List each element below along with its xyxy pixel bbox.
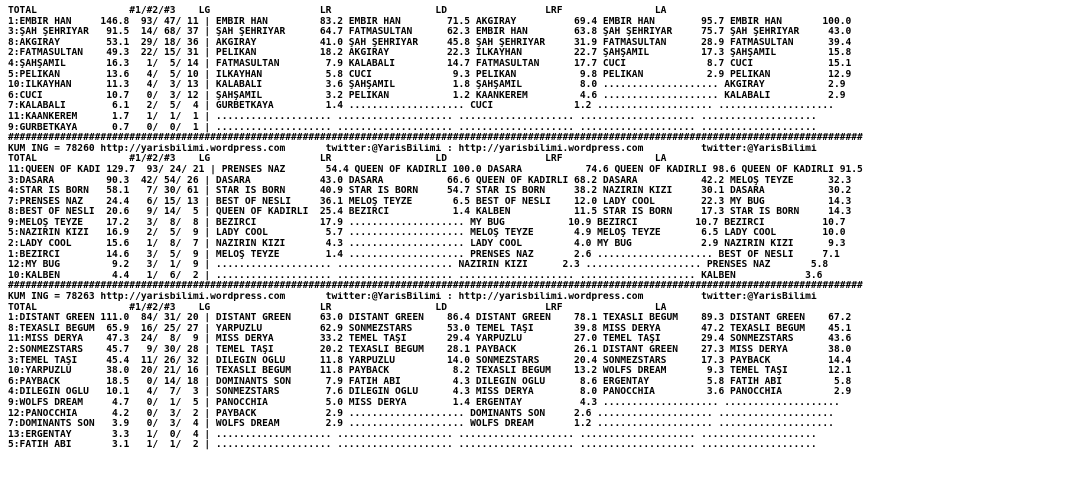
report-row: 8:BEST OF NESLİ 20.6 9/ 14/ 5 | QUEEN OF KADİRLİ 25.4 BEZİRCİ 1.4 KALBEN 11.5 STAR IS BORN 17.3 STAR IS BORN 14.3 — [8, 207, 852, 218]
report-row: 9:MELOŞ TEYZE 17.2 3/ 8/ 8 | BEZİRCİ 17.9 .................... MY BUG 10.9 BEZİRCİ 10.7 BEZİRCİ 10.7 — [8, 217, 846, 228]
separator-line: #################################################################################################################################################### — [8, 281, 863, 292]
report-row: 5:PELİKAN 13.6 4/ 5/ 10 | İLKAYHAN 5.8 CUCİ 9.3 PELİKAN 9.8 PELİKAN 2.9 PELİKAN 12.9 — [8, 69, 852, 80]
report-row: 1:EMBİR HAN 146.8 93/ 47/ 11 | EMBİR HAN 83.2 EMBİR HAN 71.5 AKGİRAY 69.4 EMBİR HAN 95.7 EMBİR HAN 100.0 — [8, 16, 852, 27]
report-row: 8:AKGİRAY 53.1 29/ 18/ 36 | AKGİRAY 41.0 ŞAH ŞEHRİYAR 45.8 ŞAH ŞEHRİYAR 31.9 FATMASULTAN 28.9 FATMASULTAN 39.4 — [8, 37, 852, 48]
report-row: 8:TEXASLI BEGÜM 65.9 16/ 25/ 27 | YARPUZLU 62.9 SÖNMEZSTARS 53.0 TEMEL TAŞI 39.8 MISS DERYA 47.2 TEXASLI BEGÜM 45.1 — [8, 323, 852, 334]
report-row: 1:DISTANT GREEN 111.0 84/ 31/ 20 | DISTANT GREEN 63.0 DISTANT GREEN 86.4 DISTANT GREEN 78.1 TEXASLI BEGÜM 89.3 DISTANT GREEN 67.2 — [8, 313, 852, 324]
report-row: 7:KALABALI 6.1 2/ 5/ 4 | GURBETKAYA 1.4 .................... CUCİ 1.2 .................... .................... — [8, 101, 834, 112]
report-row: 6:PAYBACK 18.5 0/ 14/ 18 | DOMINANTS SON 7.9 FATİH ABİ 4.3 DİLEĞİN OĞLU 8.6 ERGENTAY 5.8 FATİH ABİ 5.8 — [8, 376, 852, 387]
column-header-row: TOTAL #1/#2/#3 LG LR LD LRF LA — [8, 302, 667, 313]
report-row: 11:QUEEN OF KADİ 129.7 93/ 24/ 21 | PRENSES NAZ 54.4 QUEEN OF KADİRLİ 100.0 DASARA 74.6 QUEEN OF KADİRLİ 98.6 QUEEN OF KADİRLİ 91.5 — [8, 164, 863, 175]
report-row: 3:TEMEL TAŞI 45.4 11/ 26/ 32 | DİLEĞİN OĞLU 11.8 YARPUZLU 14.0 SÖNMEZSTARS 20.4 SÖNMEZSTARS 17.3 PAYBACK 14.4 — [8, 355, 852, 366]
report-row: 2:SÖNMEZSTARS 45.7 9/ 30/ 28 | TEMEL TAŞI 20.2 TEXASLI BEGÜM 28.1 PAYBACK 26.1 DISTANT GREEN 27.3 MISS DERYA 38.0 — [8, 345, 852, 355]
report-row: 12:PANOCCHIA 4.2 0/ 3/ 2 | PAYBACK 2.9 .................... DOMINANTS SON 2.6 .................... .................... — [8, 408, 834, 419]
separator-line: #################################################################################################################################################### — [8, 133, 863, 144]
report-row: 7:DOMINANTS SON 3.9 0/ 3/ 4 | WOLFS DREAM 2.9 .................... WOLFS DREAM 1.2 .................... .................... — [8, 419, 834, 430]
race-info-line: KUM ING = 78263 http://yarisbilimi.wordpress.com twitter:@YarisBilimi : http://yarisbilimi.wordpress.com twitter:@YarisBilimi — [8, 292, 817, 303]
report-row: 3:DASARA 90.3 42/ 54/ 26 | DASARA 43.0 DASARA 66.6 QUEEN OF KADİRLİ 68.2 DASARA 42.2 MELOŞ TEYZE 32.3 — [8, 175, 852, 186]
column-header-row: TOTAL #1/#2/#3 LG LR LD LRF LA — [8, 154, 667, 165]
report-row: 1:BEZİRCİ 14.6 3/ 5/ 9 | MELOŞ TEYZE 1.4 .................... PRENSES NAZ 2.6 .................... BEST OF NESLİ 7.1 — [8, 249, 840, 260]
report-sheet — [8, 6, 1077, 451]
report-row: 4:DİLEĞİN OĞLU 10.1 4/ 7/ 3 | SÖNMEZSTARS 7.6 DİLEĞİN OĞLU 4.3 MISS DERYA 8.0 PANOCCHIA 3.6 PANOCCHIA 2.9 — [8, 387, 852, 398]
report-row: 3:ŞAH ŞEHRİYAR 91.5 14/ 68/ 37 | ŞAH ŞEHRİYAR 64.7 FATMASULTAN 62.3 EMBİR HAN 63.8 ŞAH ŞEHRİYAR 75.7 ŞAH ŞEHRİYAR 43.0 — [8, 27, 852, 38]
report-row: 5:FATİH ABİ 3.1 1/ 1/ 2 | .................... .................... .................... .................... .................... — [8, 440, 817, 451]
report-row: 11:KAANKEREM 1.7 1/ 1/ 1 | .................... .................... .................... .................... .................... — [8, 111, 817, 122]
report-row: 10:YARPUZLU 38.0 20/ 21/ 16 | TEXASLI BEGÜM 11.8 PAYBACK 8.2 TEXASLI BEGÜM 13.2 WOLFS DREAM 9.3 TEMEL TAŞI 12.1 — [8, 366, 852, 377]
report-row: 5:NAZIRIN KIZI 16.9 2/ 5/ 9 | LADY COOL 5.7 .................... MELOŞ TEYZE 4.9 MELOŞ TEYZE 6.5 LADY COOL 10.0 — [8, 228, 846, 239]
report-row: 10:İLKAYHAN 11.3 4/ 3/ 13 | KALABALI 3.6 ŞAHŞAMİL 1.8 ŞAHŞAMİL 8.0 .................... AKGİRAY 2.9 — [8, 80, 846, 91]
column-header-row: TOTAL #1/#2/#3 LG LR LD LRF LA — [8, 6, 667, 16]
race-info-line: KUM ING = 78260 http://yarisbilimi.wordpress.com twitter:@YarisBilimi : http://yarisbilimi.wordpress.com twitter:@YarisBilimi — [8, 143, 817, 154]
report-row: 12:MY BUG 9.2 3/ 1/ 9 | .................... .................... NAZIRIN KIZI 2.3 .................... PRENSES NAZ 5.8 — [8, 260, 829, 271]
report-row: 13:ERGENTAY 3.3 1/ 0/ 4 | .................... .................... .................... .................... .................... — [8, 429, 817, 440]
report-row: 2:LADY COOL 15.6 1/ 8/ 7 | NAZIRIN KIZI 4.3 .................... LADY COOL 4.0 MY BUG 2.9 NAZIRIN KIZI 9.3 — [8, 239, 846, 250]
report-row: 6:CUCİ 10.7 0/ 3/ 12 | ŞAHŞAMİL 3.2 PELİKAN 1.2 KAANKEREM 4.6 .................... KALABALI 2.9 — [8, 90, 846, 101]
report-row: 4:STAR IS BORN 58.1 7/ 30/ 61 | STAR IS BORN 40.9 STAR IS BORN 54.7 STAR IS BORN 38.2 NAZIRIN KIZI 30.1 DASARA 30.2 — [8, 186, 852, 197]
report-row: 4:ŞAHŞAMİL 16.3 1/ 5/ 14 | FATMASULTAN 7.9 KALABALI 14.7 FATMASULTAN 17.7 CUCİ 8.7 CUCİ 15.1 — [8, 58, 852, 69]
report-row: 10:KALBEN 4.4 1/ 6/ 2 | .................... .................... .................... .................... KALBEN 3.6 — [8, 270, 823, 281]
report-row: 7:PRENSES NAZ 24.4 6/ 15/ 13 | BEST OF NESLİ 36.1 MELOŞ TEYZE 6.5 BEST OF NESLİ 12.0 LADY COOL 22.3 MY BUG 14.3 — [8, 196, 852, 207]
report-row: 9:GURBETKAYA 0.7 0/ 0/ 1 | .................... .................... .................... .................... .................... — [8, 122, 817, 133]
report-row: 9:WOLFS DREAM 4.7 0/ 1/ 5 | PANOCCHIA 5.0 MISS DERYA 1.4 ERGENTAY 4.3 .................... .................... — [8, 397, 840, 408]
report-row: 2:FATMASULTAN 49.3 22/ 15/ 31 | PELİKAN 18.2 AKGİRAY 22.3 İLKAYHAN 22.7 ŞAHŞAMİL 17.3 ŞAHŞAMİL 15.8 — [8, 48, 852, 59]
report-row: 11:MISS DERYA 47.3 24/ 8/ 9 | MISS DERYA 33.2 TEMEL TAŞI 29.4 YARPUZLU 27.0 TEMEL TAŞI 29.4 SÖNMEZSTARS 43.6 — [8, 334, 852, 345]
